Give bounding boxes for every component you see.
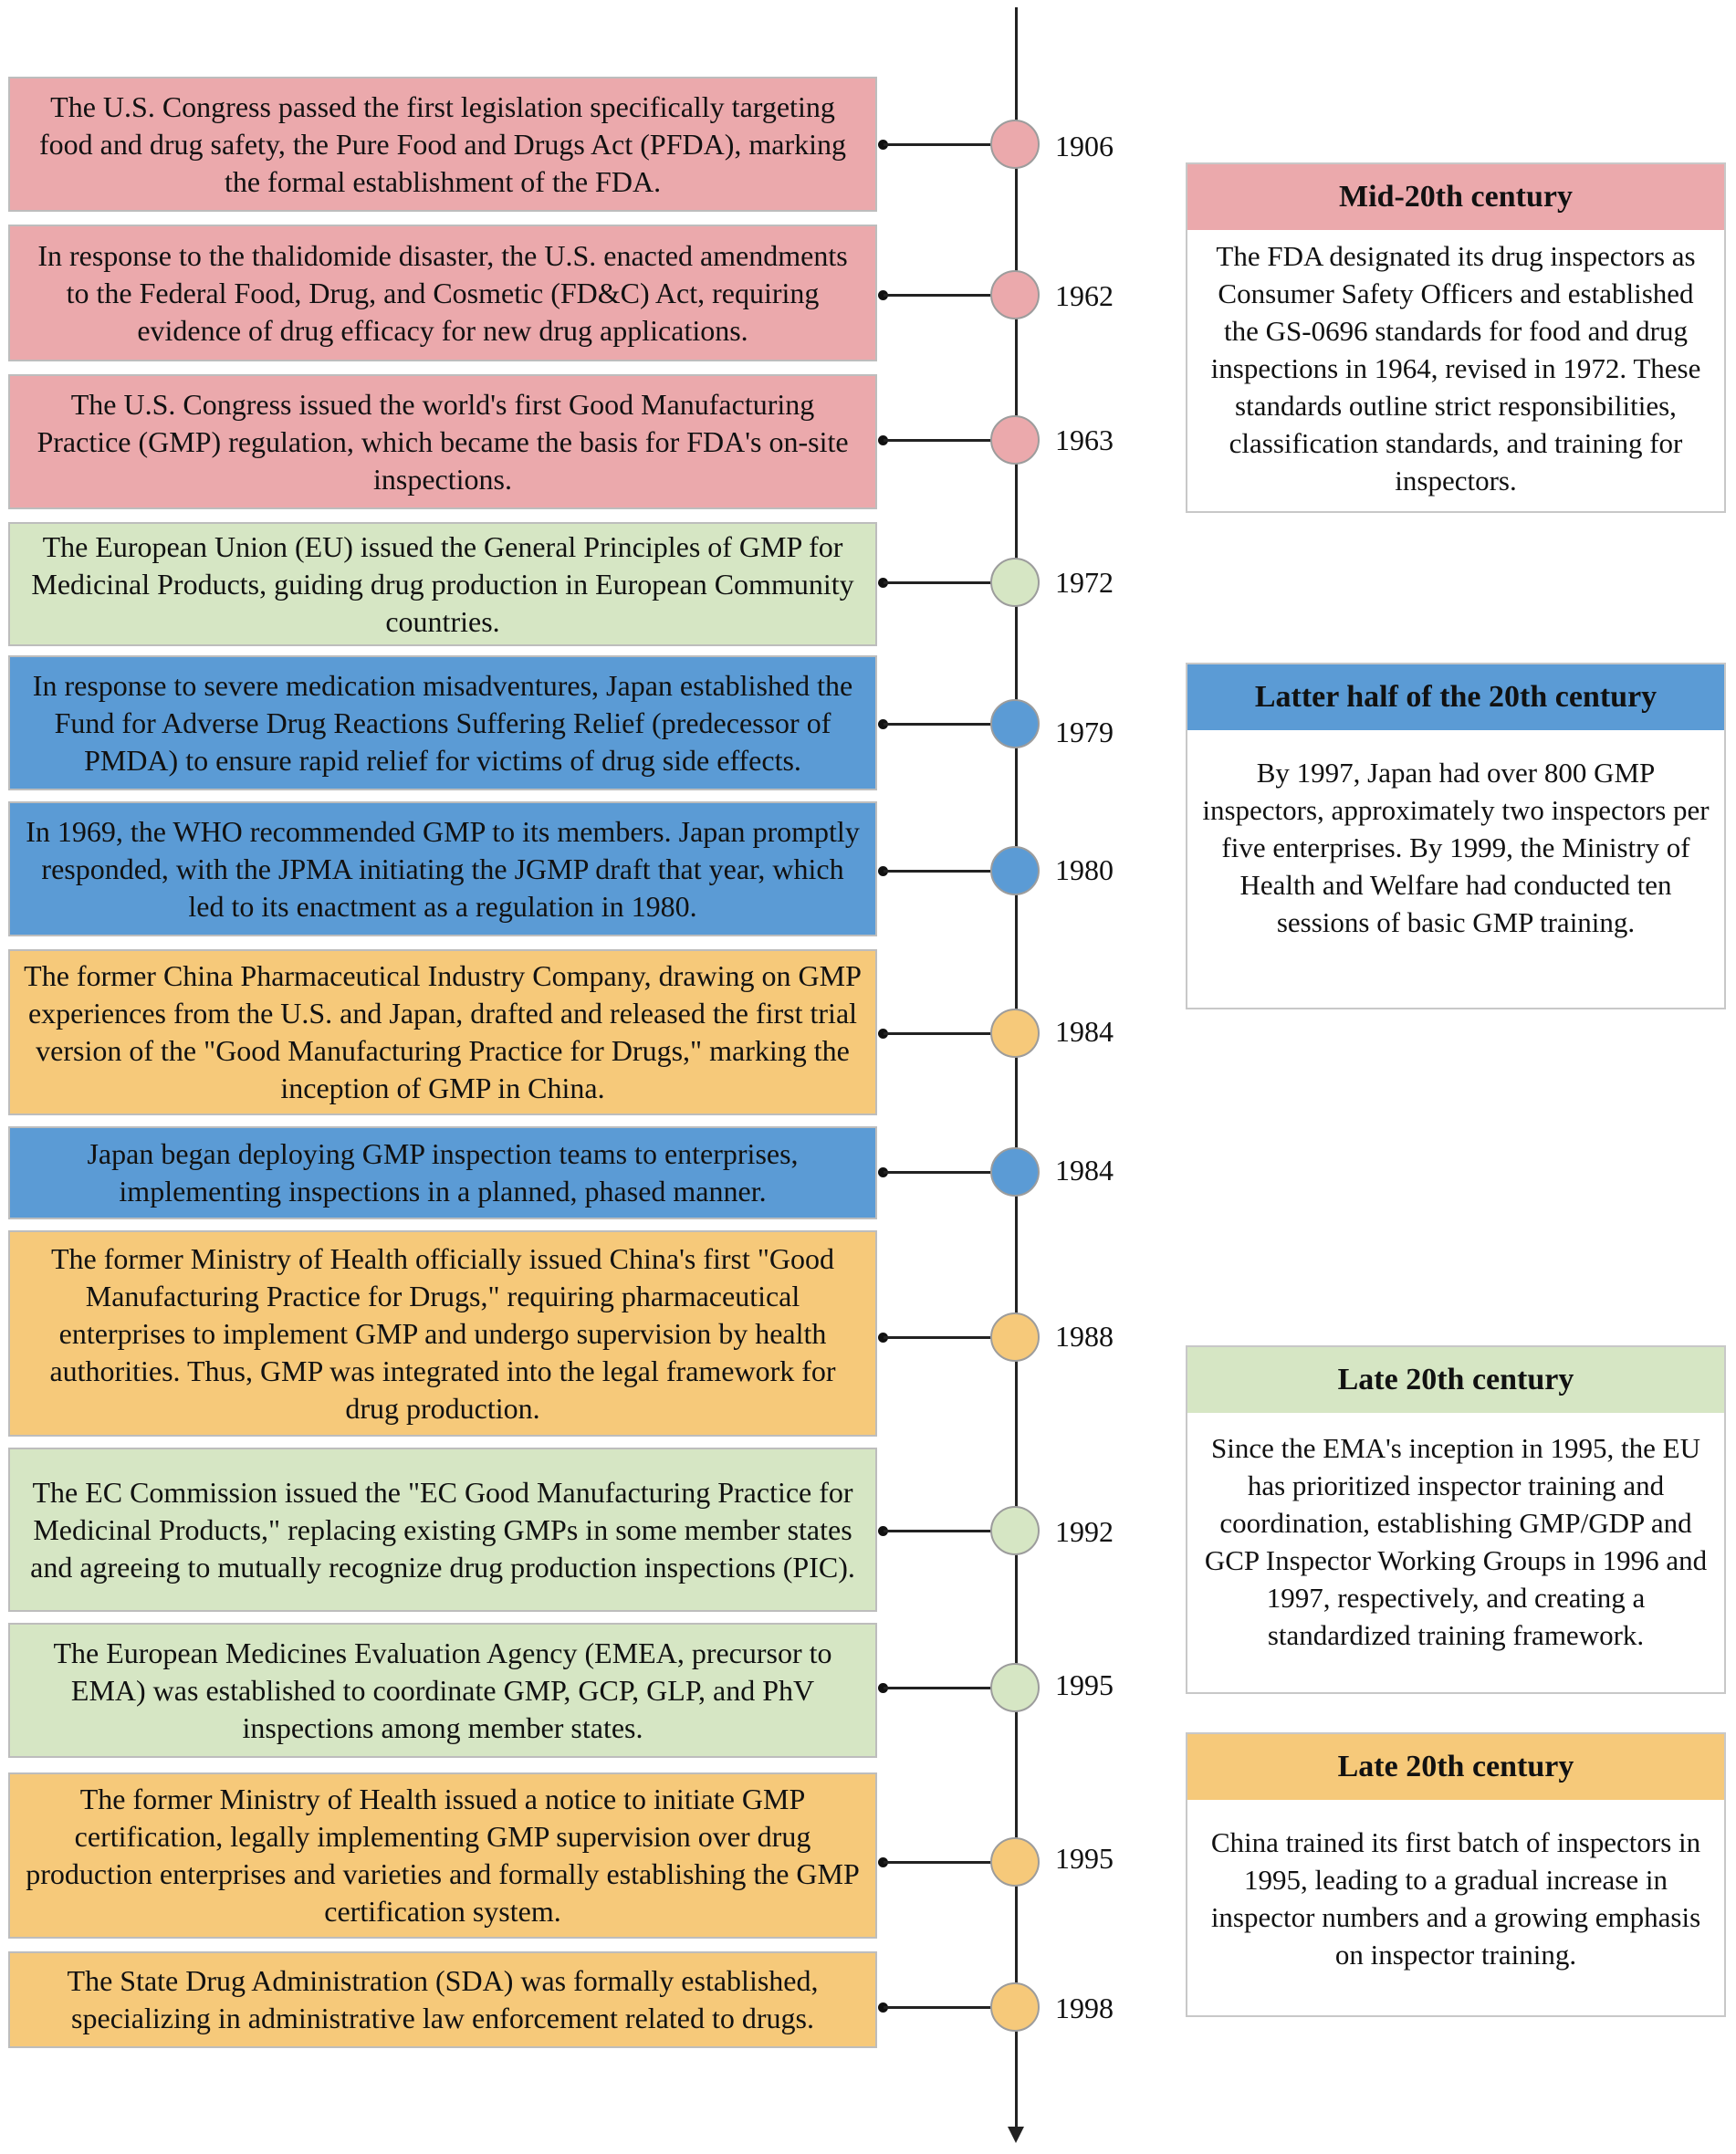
event-box-1984-china: The former China Pharmaceutical Industry Company, drawing on GMP experiences from the U.S. and Japan, drafted and released the first trial version of the "Good Manufacturing Practice for Drugs," marking the inception of GMP in China. [8, 949, 877, 1115]
event-box-1992: The EC Commission issued the "EC Good Manufacturing Practice for Medicinal Products," replacing existing GMPs in some member states and agreeing to mutually recognize drug production inspections (PIC). [8, 1448, 877, 1612]
panel-body: China trained its first batch of inspectors in 1995, leading to a gradual increase in inspector numbers and a growing emphasis on inspector training. [1210, 1826, 1701, 1971]
panel-header: Mid-20th century [1187, 164, 1724, 230]
timeline-node [990, 1663, 1040, 1712]
year-label: 1962 [1055, 279, 1114, 312]
panel-eu [1186, 1345, 1726, 1694]
connector-line [884, 439, 993, 442]
event-box-1972: The European Union (EU) issued the General Principles of GMP for Medicinal Products, guiding drug production in European Community countries. [8, 522, 877, 646]
timeline-node [990, 1312, 1040, 1362]
timeline-node [990, 270, 1040, 319]
connector-line [884, 1171, 993, 1174]
connector-line [884, 143, 993, 146]
year-label: 1988 [1055, 1320, 1114, 1353]
panel-japan [1186, 663, 1726, 1009]
connector-line [884, 1861, 993, 1864]
timeline-node [990, 1147, 1040, 1197]
timeline-node [990, 558, 1040, 607]
panel-china [1186, 1732, 1726, 2017]
connector-line [884, 1687, 993, 1689]
year-label: 1906 [1055, 130, 1114, 162]
connector-line [884, 2006, 993, 2009]
year-label: 1998 [1055, 1992, 1114, 2024]
timeline-node [990, 699, 1040, 748]
event-box-1998: The State Drug Administration (SDA) was formally established, specializing in administrative law enforcement related to drugs. [8, 1951, 877, 2048]
event-box-1906: The U.S. Congress passed the first legislation specifically targeting food and drug safety, the Pure Food and Drugs Act (PFDA), marking the formal establishment of the FDA. [8, 77, 877, 212]
panel-header: Latter half of the 20th century [1187, 664, 1724, 730]
panel-body: By 1997, Japan had over 800 GMP inspectors, approximately two inspectors per five enterprises. By 1999, the Ministry of Health and Welfare had conducted ten sessions of basic GMP training. [1202, 757, 1710, 938]
connector-line [884, 1336, 993, 1339]
connector-line [884, 581, 993, 584]
event-box-1979: In response to severe medication misadventures, Japan established the Fund for Adverse Drug Reactions Suffering Relief (predecessor of PMDA) to ensure rapid relief for victims of drug side effects. [8, 655, 877, 790]
panel-body: The FDA designated its drug inspectors as Consumer Safety Officers and established the GS-0696 standards for food and drug inspections in 1964, revised in 1972. These standards outline strict responsibilities, classification standards, and training for inspectors. [1210, 240, 1701, 497]
year-label: 1963 [1055, 423, 1114, 456]
panel-header: Late 20th century [1187, 1734, 1724, 1800]
timeline-node [990, 1506, 1040, 1555]
event-box-1995-china: The former Ministry of Health issued a notice to initiate GMP certification, legally implementing GMP supervision over drug production enterprises and varieties and formally establishing the GMP certification system. [8, 1772, 877, 1939]
year-label: 1992 [1055, 1515, 1114, 1548]
timeline-node [990, 415, 1040, 465]
timeline-node [990, 120, 1040, 169]
year-label: 1984 [1055, 1154, 1114, 1187]
connector-line [884, 294, 993, 297]
event-box-1963: The U.S. Congress issued the world's first Good Manufacturing Practice (GMP) regulation, which became the basis for FDA's on-site inspections. [8, 374, 877, 509]
timeline-arrow-icon [1008, 2127, 1024, 2143]
year-label: 1995 [1055, 1668, 1114, 1701]
panel-header: Late 20th century [1187, 1347, 1724, 1413]
connector-line [884, 1032, 993, 1035]
timeline-node [990, 1837, 1040, 1887]
connector-line [884, 723, 993, 726]
panel-body: Since the EMA's inception in 1995, the EU has prioritized inspector training and coordination, establishing GMP/GDP and GCP Inspector Working Groups in 1996 and 1997, respectively, and creating a standardized training framework. [1204, 1432, 1708, 1651]
year-label: 1995 [1055, 1842, 1114, 1875]
panel-usa [1186, 162, 1726, 513]
connector-line [884, 1530, 993, 1532]
event-box-1984-japan: Japan began deploying GMP inspection teams to enterprises, implementing inspections in a planned, phased manner. [8, 1126, 877, 1219]
event-box-1995-eu: The European Medicines Evaluation Agency (EMEA, precursor to EMA) was established to coordinate GMP, GCP, GLP, and PhV inspections among member states. [8, 1623, 877, 1758]
connector-line [884, 870, 993, 873]
year-label: 1972 [1055, 566, 1114, 599]
timeline-axis [1015, 7, 1018, 2130]
timeline-node [990, 1009, 1040, 1058]
year-label: 1984 [1055, 1015, 1114, 1048]
timeline-node [990, 1982, 1040, 2032]
event-box-1962: In response to the thalidomide disaster, the U.S. enacted amendments to the Federal Food, Drug, and Cosmetic (FD&C) Act, requiring evidence of drug efficacy for new drug applications. [8, 225, 877, 361]
event-box-1980: In 1969, the WHO recommended GMP to its members. Japan promptly responded, with the JPMA initiating the JGMP draft that year, which led to its enactment as a regulation in 1980. [8, 801, 877, 936]
timeline-node [990, 846, 1040, 895]
year-label: 1980 [1055, 853, 1114, 886]
event-box-1988: The former Ministry of Health officially issued China's first "Good Manufacturing Practice for Drugs," requiring pharmaceutical enterprises to implement GMP and undergo supervision by health authorities. Thus, GMP was integrated into the legal framework for drug production. [8, 1230, 877, 1437]
year-label: 1979 [1055, 716, 1114, 748]
